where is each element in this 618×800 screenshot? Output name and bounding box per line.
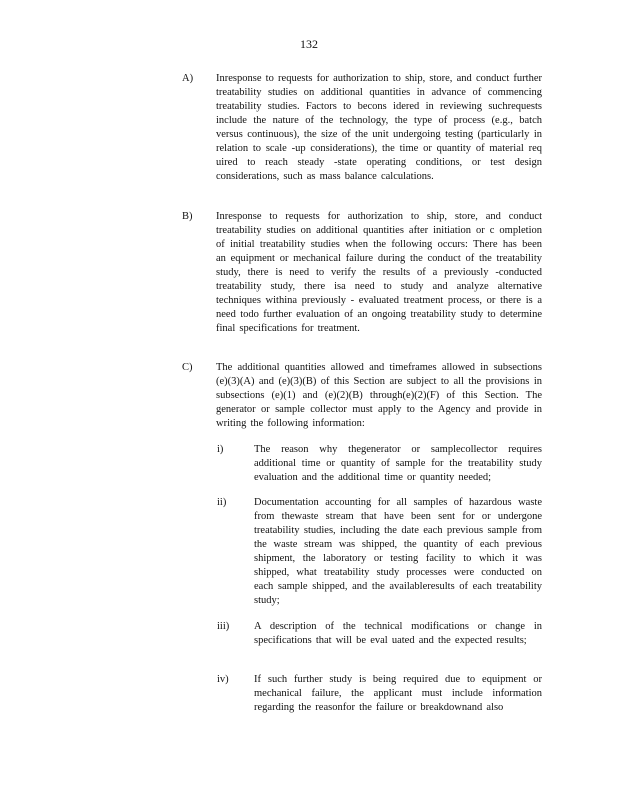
paragraph-b [182, 210, 542, 350]
paragraph-label: B) [182, 211, 193, 222]
subparagraph-text: Documentation accounting for all samples of hazardous waste from thewaste stream that have been sent for or undergone treatability studies, including the date each previous sample from the waste stream was shipped, the quantity of each previous shipment, the laboratory or testing facility to which it was shipped, what treatability study processes were conducted on each sample shipped, and the availableresults of each treatability study; [254, 497, 542, 606]
subparagraph-text: If such further study is being required due to equipment or mechanical failure, the applicant must include information regarding the reasonfor the failure or breakdownand also [254, 674, 542, 713]
paragraph-text: Inresponse to requests for authorization to ship, store, and conduct treatability studies on additional quantities after initiation or c ompletion of initial treatability studies when the following occurs: There has been an equipment or mechanical failure during the conduct of the treatability study, there is need to verify the results of a previously -conducted treatability study, there isa need to study and analyze alternative techniques withina previously - evaluated treatment process, or there is a need todo further evaluation of an ongoing treatability study to determine final specifications for treatment. [216, 211, 542, 334]
paragraph-label: C) [182, 362, 193, 373]
paragraph-a [182, 72, 542, 202]
subparagraph-iii [217, 620, 542, 664]
subparagraph-label: iii) [217, 621, 230, 632]
subparagraph-label: i) [217, 444, 224, 455]
subparagraph-label: iv) [217, 674, 229, 685]
page-number: 132 [300, 37, 318, 51]
subparagraph-iv [217, 673, 542, 717]
paragraph-c [182, 361, 542, 433]
paragraph-text: Inresponse to requests for authorization to ship, store, and conduct further treatability studies on additional quantities in advance of commencing treatability studies. Factors to becons idered in reviewing suchrequests include the nature of the technology, the type of process (e.g., batch versus continuous), the size of the unit undergoing testing (particularly in relation to scale -up considerations), the time or quantity of material req uired to reach steady -state operating conditions, or test design considerations, such as mass balance calculations. [216, 73, 542, 182]
paragraph-text: The additional quantities allowed and timeframes allowed in subsections (e)(3)(A) and (e)(3)(B) of this Section are subject to all the provisions in subsections (e)(1) and (e)(2)(B) through(e)(2)(F) of this Section. The generator or sample collector must apply to the Agency and provide in writing the following information: [216, 362, 542, 429]
subparagraph-ii [217, 496, 542, 610]
subparagraph-i [217, 443, 542, 487]
subparagraph-label: ii) [217, 497, 227, 508]
paragraph-label: A) [182, 73, 194, 84]
subparagraph-text: The reason why thegenerator or samplecollector requires additional time or quantity of sample for the treatability study evaluation and the additional time or quantity needed; [254, 444, 542, 483]
subparagraph-text: A description of the technical modifications or change in specifications that will be eval uated and the expected results; [254, 621, 542, 646]
